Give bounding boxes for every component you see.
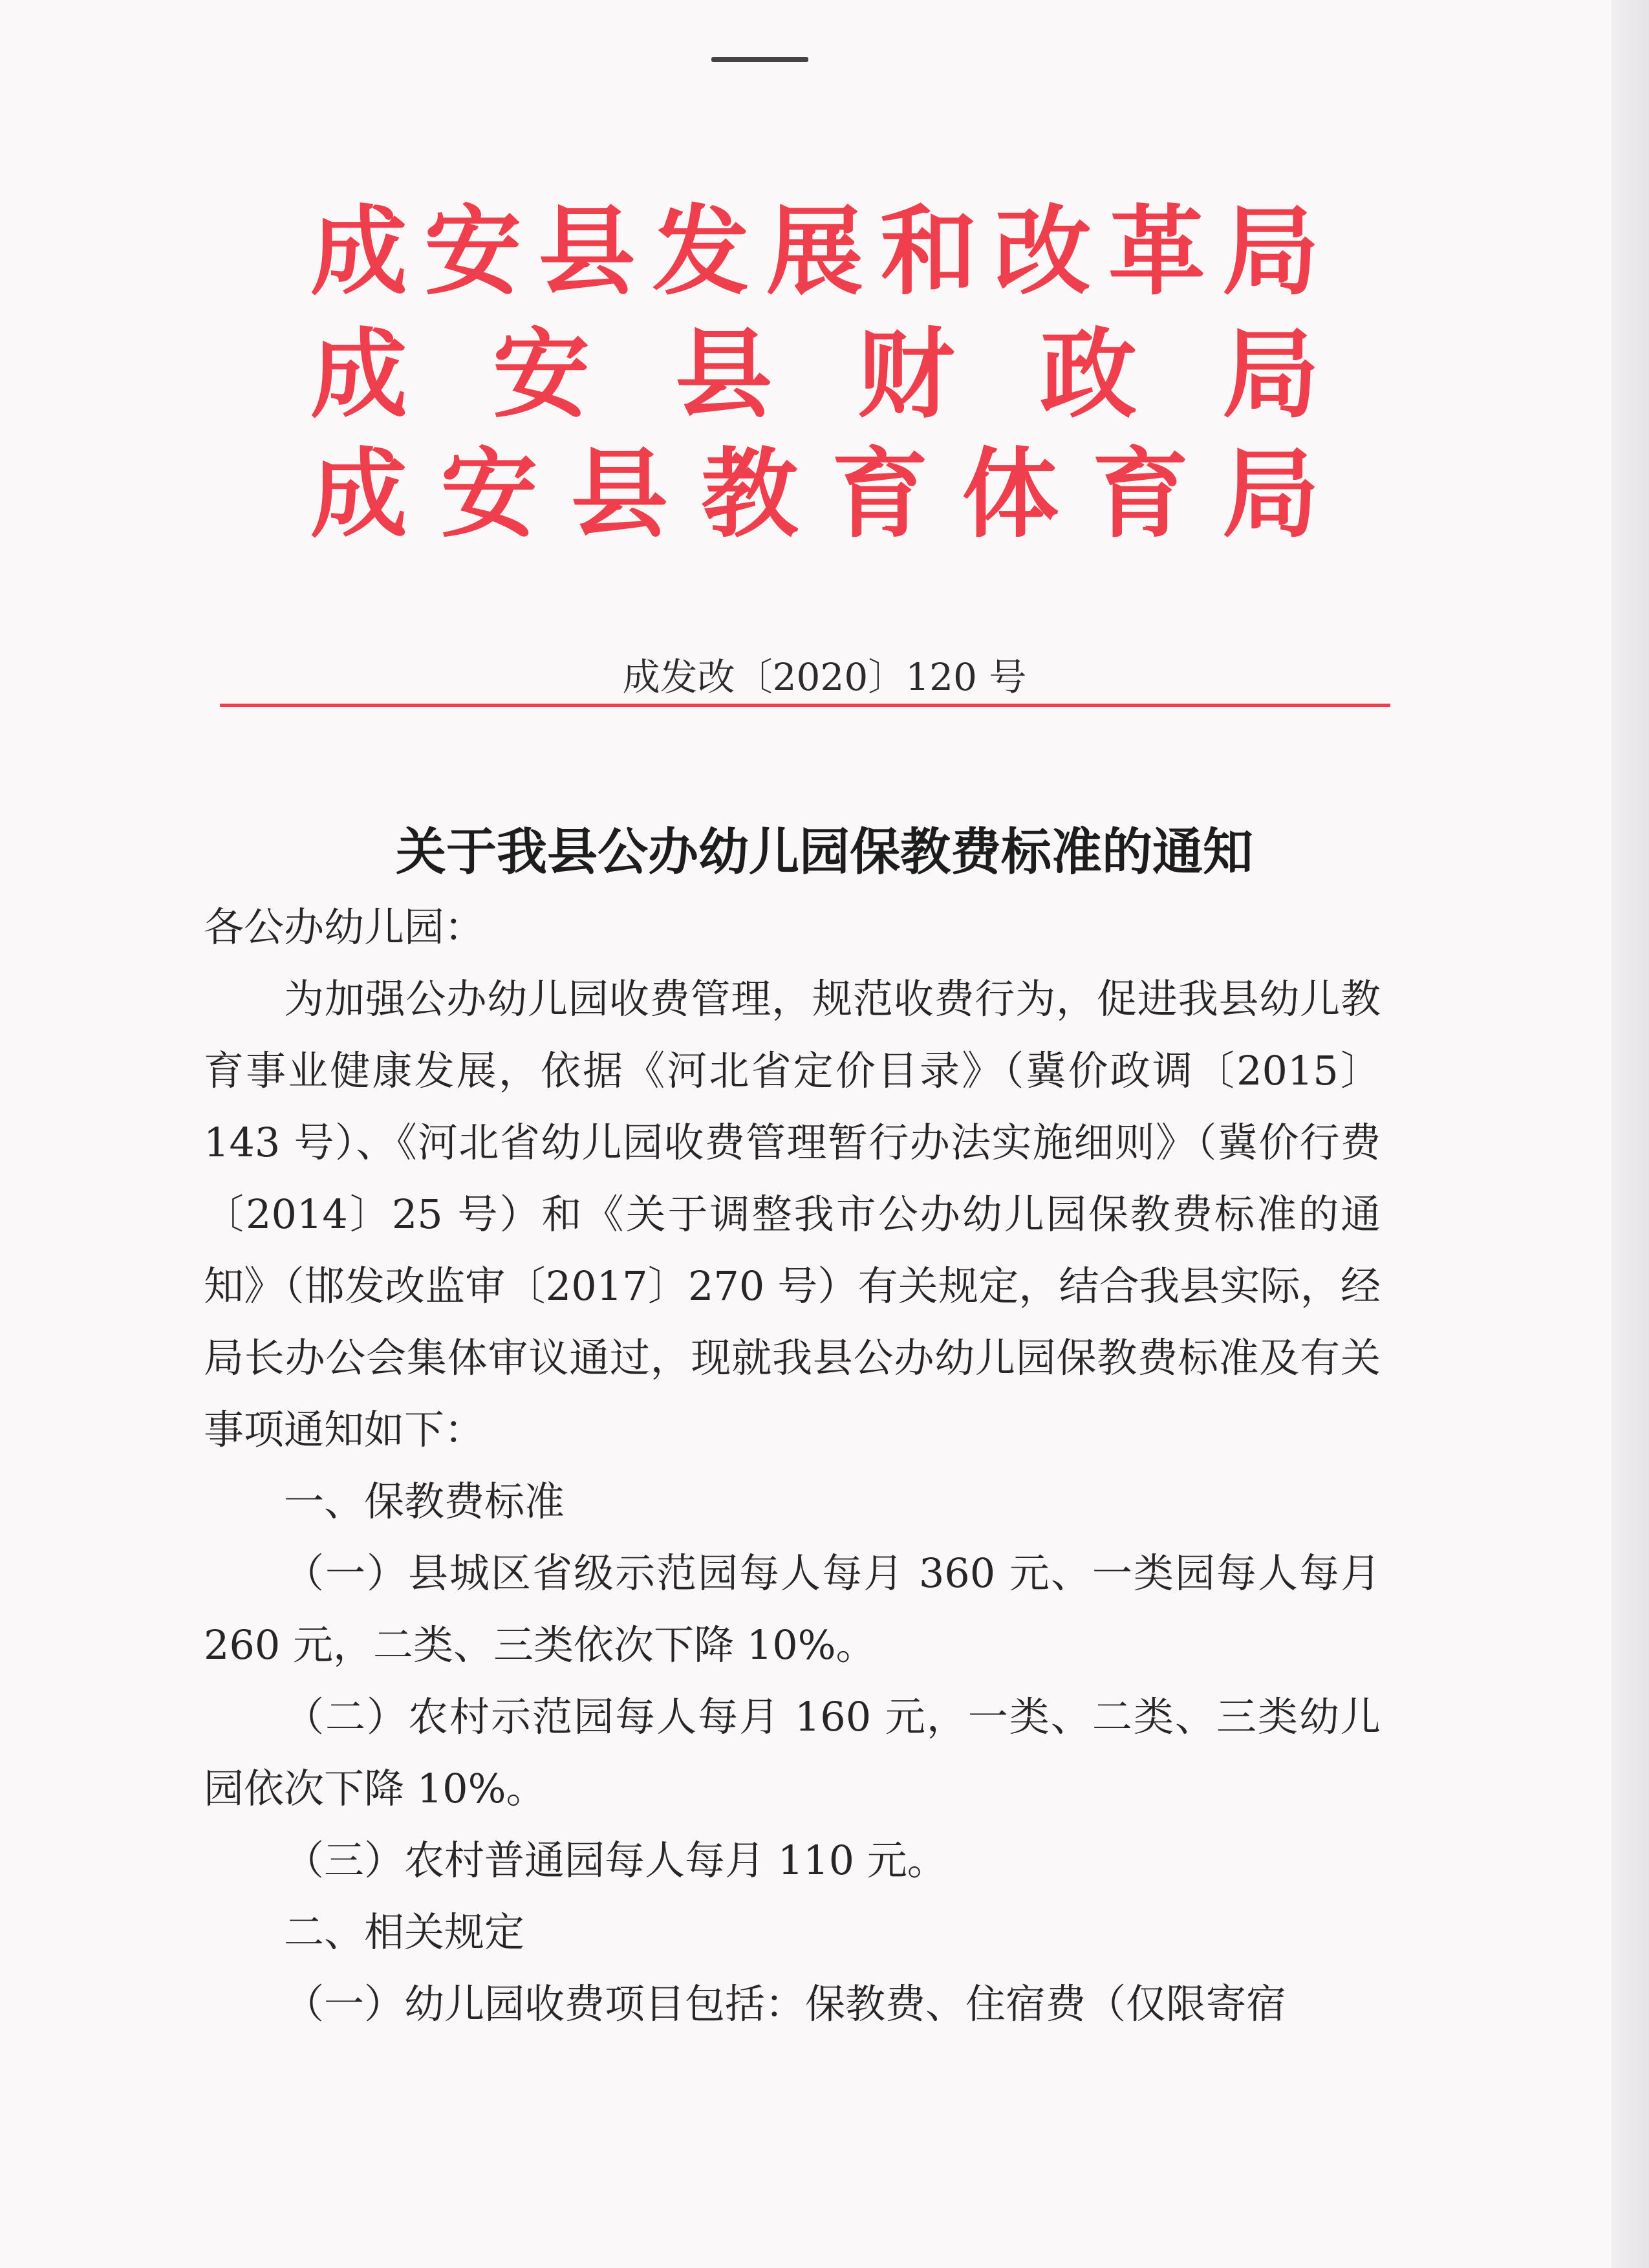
document-number: 成发改〔2020〕120 号 (622, 655, 1027, 699)
page-edge (1611, 0, 1649, 2268)
paragraph-item-3: （三）农村普通园每人每月 110 元。 (284, 1837, 947, 1884)
red-divider (220, 704, 1390, 707)
paragraph-item-1: （一）县城区省级示范园每人每月 360 元、一类园每人每月 260 元，二类、三类依次下降 10%。 (204, 1550, 1381, 1669)
paragraph-intro: 为加强公办幼儿园收费管理，规范收费行为，促进我县幼儿教育事业健康发展，依据《河北省定价目录》（冀价政调〔2015〕143 号）、《河北省幼儿园收费管理暂行办法实施细则》（冀价行费〔2014〕25 号）和《关于调整我市公办幼儿园保教费标准的通知》（邯发改监审〔2017〕270 号）有关规定，结合我县实际，经局长办公会集体审议通过，现就我县公办幼儿园保教费标准及有关事项通知如下： (204, 975, 1381, 1453)
body-content (204, 963, 1381, 2040)
section-heading-2: 二、相关规定 (284, 1908, 525, 1956)
header-line-3: 成安县教育体育局 (310, 438, 1319, 551)
salutation: 各公办幼儿园： (204, 903, 485, 951)
section-heading-1: 一、保教费标准 (284, 1478, 565, 1525)
paragraph-item-4: （一）幼儿园收费项目包括：保教费、住宿费（仅限寄宿 (284, 1980, 1287, 2027)
header-line-2: 成安县财政局 (310, 319, 1319, 431)
top-mark (711, 57, 808, 62)
paragraph-item-2: （二）农村示范园每人每月 160 元，一类、二类、三类幼儿园依次下降 10%。 (204, 1693, 1381, 1812)
document-title: 关于我县公办幼儿园保教费标准的通知 (395, 823, 1253, 881)
header-line-1: 成安县发展和改革局 (310, 196, 1319, 308)
